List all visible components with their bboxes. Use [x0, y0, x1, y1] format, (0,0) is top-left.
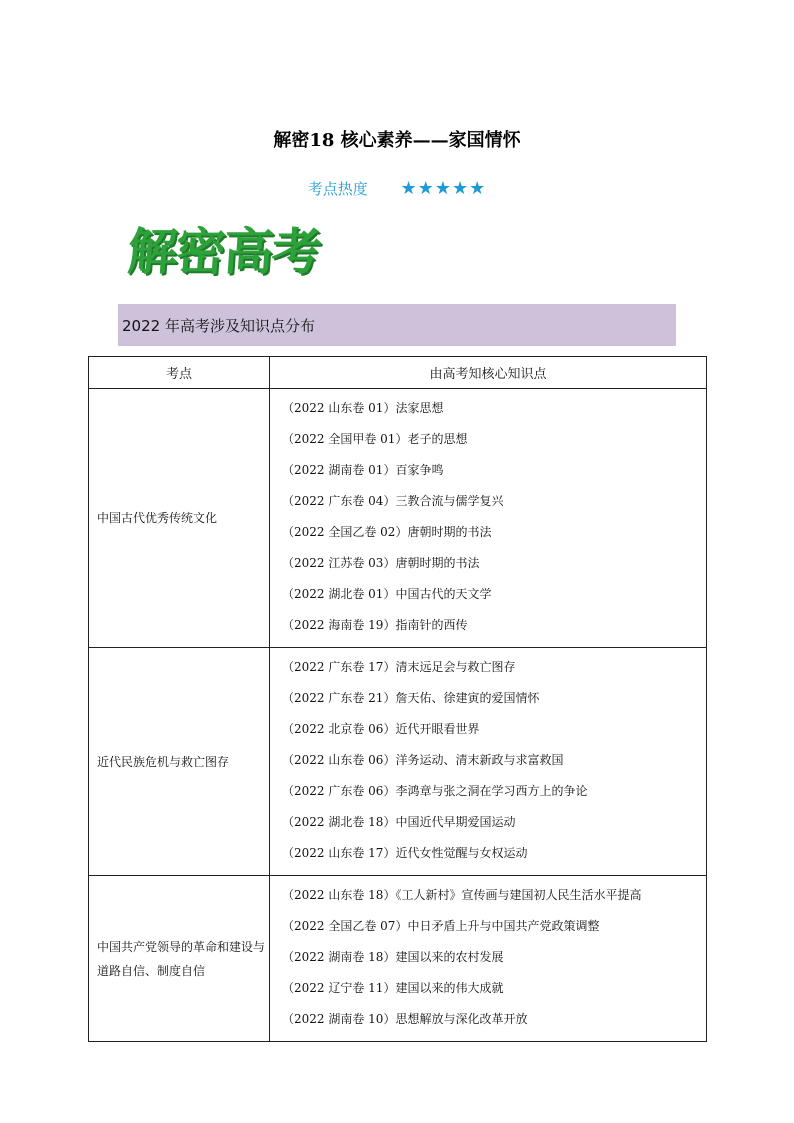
list-item: （2022 全国乙卷 02）唐朝时期的书法	[282, 525, 492, 539]
knowledge-point-table	[88, 356, 707, 1042]
list-item: （2022 广东卷 06）李鸿章与张之洞在学习西方上的争论	[282, 784, 588, 798]
section-heading-bar	[118, 304, 676, 346]
table-header-row	[89, 357, 707, 389]
table-row	[89, 876, 707, 1042]
list-item: （2022 湖南卷 18）建国以来的农村发展	[282, 950, 504, 964]
page-title: 解密18 核心素养——家国情怀	[273, 130, 521, 151]
topic-cell: 近代民族危机与救亡图存	[89, 648, 270, 876]
list-item: （2022 广东卷 04）三教合流与儒学复兴	[282, 494, 504, 508]
list-item: （2022 山东卷 01）法家思想	[282, 401, 444, 415]
list-item: （2022 湖北卷 01）中国古代的天文学	[282, 587, 492, 601]
items-cell	[270, 389, 707, 648]
list-item: （2022 广东卷 17）清末远足会与救亡图存	[282, 660, 516, 674]
banner-text: 解密高考	[125, 222, 322, 281]
list-item: （2022 辽宁卷 11）建国以来的伟大成就	[282, 981, 504, 995]
header-knowledge-points: 由高考知核心知识点	[270, 357, 707, 389]
list-item: （2022 山东卷 17）近代女性觉醒与女权运动	[282, 846, 528, 860]
list-item: （2022 江苏卷 03）唐朝时期的书法	[282, 556, 480, 570]
topic-cell: 中国共产党领导的革命和建设与道路自信、制度自信	[89, 876, 270, 1042]
items-cell	[270, 876, 707, 1042]
star-rating-icon: ★★★★★	[400, 178, 487, 199]
list-item: （2022 湖南卷 10）思想解放与深化改革开放	[282, 1012, 528, 1026]
items-cell	[270, 648, 707, 876]
list-item: （2022 全国甲卷 01）老子的思想	[282, 432, 468, 446]
topic-cell: 中国古代优秀传统文化	[89, 389, 270, 648]
section-heading: 2022 年高考涉及知识点分布	[122, 317, 315, 335]
list-item: （2022 海南卷 19）指南针的西传	[282, 618, 468, 632]
exam-heat-rating	[0, 178, 794, 199]
heat-label: 考点热度	[307, 180, 368, 198]
table-row	[89, 389, 707, 648]
list-item: （2022 湖北卷 18）中国近代早期爱国运动	[282, 815, 516, 829]
list-item: （2022 山东卷 18）《工人新村》宣传画与建国初人民生活水平提高	[282, 888, 642, 902]
header-topic: 考点	[89, 357, 270, 389]
list-item: （2022 全国乙卷 07）中日矛盾上升与中国共产党政策调整	[282, 919, 600, 933]
list-item: （2022 湖南卷 01）百家争鸣	[282, 463, 444, 477]
list-item: （2022 山东卷 06）洋务运动、清末新政与求富救国	[282, 753, 564, 767]
list-item: （2022 广东卷 21）詹天佑、徐建寅的爱国情怀	[282, 691, 540, 705]
list-item: （2022 北京卷 06）近代开眼看世界	[282, 722, 480, 736]
table-row	[89, 648, 707, 876]
jiemi-gaokao-banner	[125, 212, 388, 292]
